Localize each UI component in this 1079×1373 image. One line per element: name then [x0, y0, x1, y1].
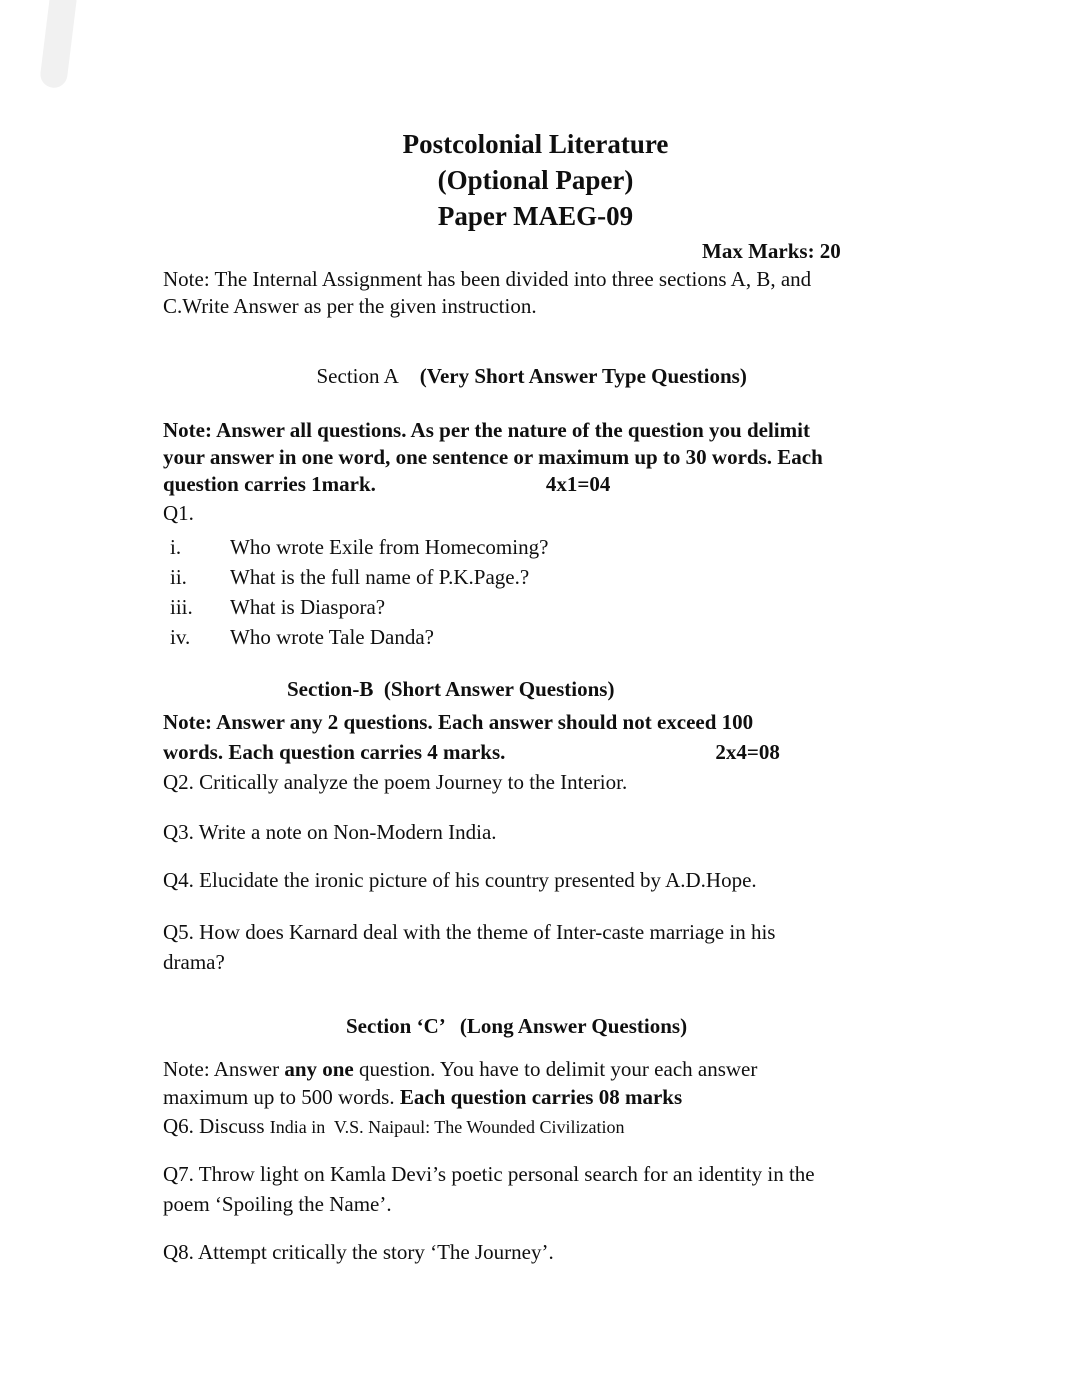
intro-note-line-2: C.Write Answer as per the given instruction.: [163, 294, 537, 318]
section-a-note-line-3: [163, 471, 923, 498]
section-a-note-line-1: Note: Answer all questions. As per the nature of the question you delimit: [163, 418, 810, 442]
question-7: [163, 1159, 923, 1219]
section-a-subtitle: (Very Short Answer Type Questions): [419, 364, 747, 388]
section-c-note-part-2-bold: any one: [284, 1057, 354, 1081]
section-c-note-line-2: [163, 1083, 923, 1111]
scan-artifact-stroke: [39, 0, 78, 89]
list-item: [163, 592, 923, 622]
question-6: [163, 1111, 923, 1142]
section-c-note-part-5-bold: Each question carries 08 marks: [399, 1085, 683, 1109]
question-6-lead: Q6. Discuss: [163, 1114, 270, 1138]
question-5-line-2: drama?: [163, 950, 225, 974]
question-2: Q2. Critically analyze the poem Journey to the Interior.: [163, 770, 628, 794]
list-item: [163, 622, 923, 652]
question-3: Q3. Write a note on Non-Modern India.: [163, 820, 497, 844]
section-b-marks: 2x4=08: [715, 740, 780, 764]
question-4: Q4. Elucidate the ironic picture of his country presented by A.D.Hope.: [163, 868, 757, 892]
question-1-label: Q1.: [163, 501, 194, 525]
question-5: [163, 917, 923, 977]
list-item-text: Who wrote Exile from Homecoming?: [230, 535, 549, 559]
section-c-note-line-1: [163, 1055, 923, 1083]
list-item-numeral: iv.: [170, 625, 191, 649]
question-5-line-1: Q5. How does Karnard deal with the theme of Inter-caste marriage in his: [163, 920, 776, 944]
list-item: [163, 562, 923, 592]
section-a-note-line-2: your answer in one word, one sentence or maximum up to 30 words. Each: [163, 445, 823, 469]
question-7-line-2: poem ‘Spoiling the Name’.: [163, 1192, 392, 1216]
paper-title: Postcolonial Literature: [402, 129, 669, 159]
section-c-note-part-4: maximum up to 500 words.: [163, 1085, 400, 1109]
section-a-note-line-3-text: question carries 1mark.: [163, 472, 376, 496]
section-b-note-line-1: Note: Answer any 2 questions. Each answer should not exceed 100: [163, 710, 754, 734]
section-a-heading: [285, 336, 923, 417]
section-c-note-part-1: Note: Answer: [163, 1057, 285, 1081]
list-item-text: Who wrote Tale Danda?: [230, 625, 434, 649]
section-a-marks: 4x1=04: [545, 472, 611, 496]
section-c-note-part-3: question. You have to delimit your each answer: [353, 1057, 758, 1081]
section-c-heading: Section ‘C’ (Long Answer Questions): [346, 1014, 688, 1038]
max-marks: Max Marks: 20: [702, 239, 841, 263]
list-item-text: What is Diaspora?: [230, 595, 386, 619]
section-a-note: [163, 417, 923, 498]
section-b-heading: Section-B (Short Answer Questions): [287, 677, 615, 701]
paper-subtitle: (Optional Paper): [437, 165, 634, 195]
section-b-note-line-2: [163, 737, 923, 767]
section-b-note-line-2-text: words. Each question carries 4 marks.: [163, 740, 506, 764]
page-content: [163, 0, 923, 1267]
paper-title-block: [163, 126, 908, 234]
question-6-book-title: India in V.S. Naipaul: The Wounded Civilization: [269, 1117, 625, 1137]
section-b-note: [163, 707, 923, 767]
list-item: [163, 532, 923, 562]
intro-note: [163, 266, 923, 320]
section-c-note: [163, 1055, 923, 1111]
paper-code: Paper MAEG-09: [437, 201, 634, 231]
list-item-numeral: ii.: [170, 565, 187, 589]
list-item-text: What is the full name of P.K.Page.?: [230, 565, 530, 589]
list-item-numeral: iii.: [170, 595, 193, 619]
question-7-line-1: Q7. Throw light on Kamla Devi’s poetic personal search for an identity in the: [163, 1162, 815, 1186]
question-8: Q8. Attempt critically the story ‘The Journey’.: [163, 1240, 554, 1264]
section-a-name: Section A: [316, 364, 399, 388]
question-1-sublist: [163, 532, 923, 652]
list-item-numeral: i.: [170, 535, 182, 559]
intro-note-line-1: Note: The Internal Assignment has been divided into three sections A, B, and: [163, 267, 812, 291]
